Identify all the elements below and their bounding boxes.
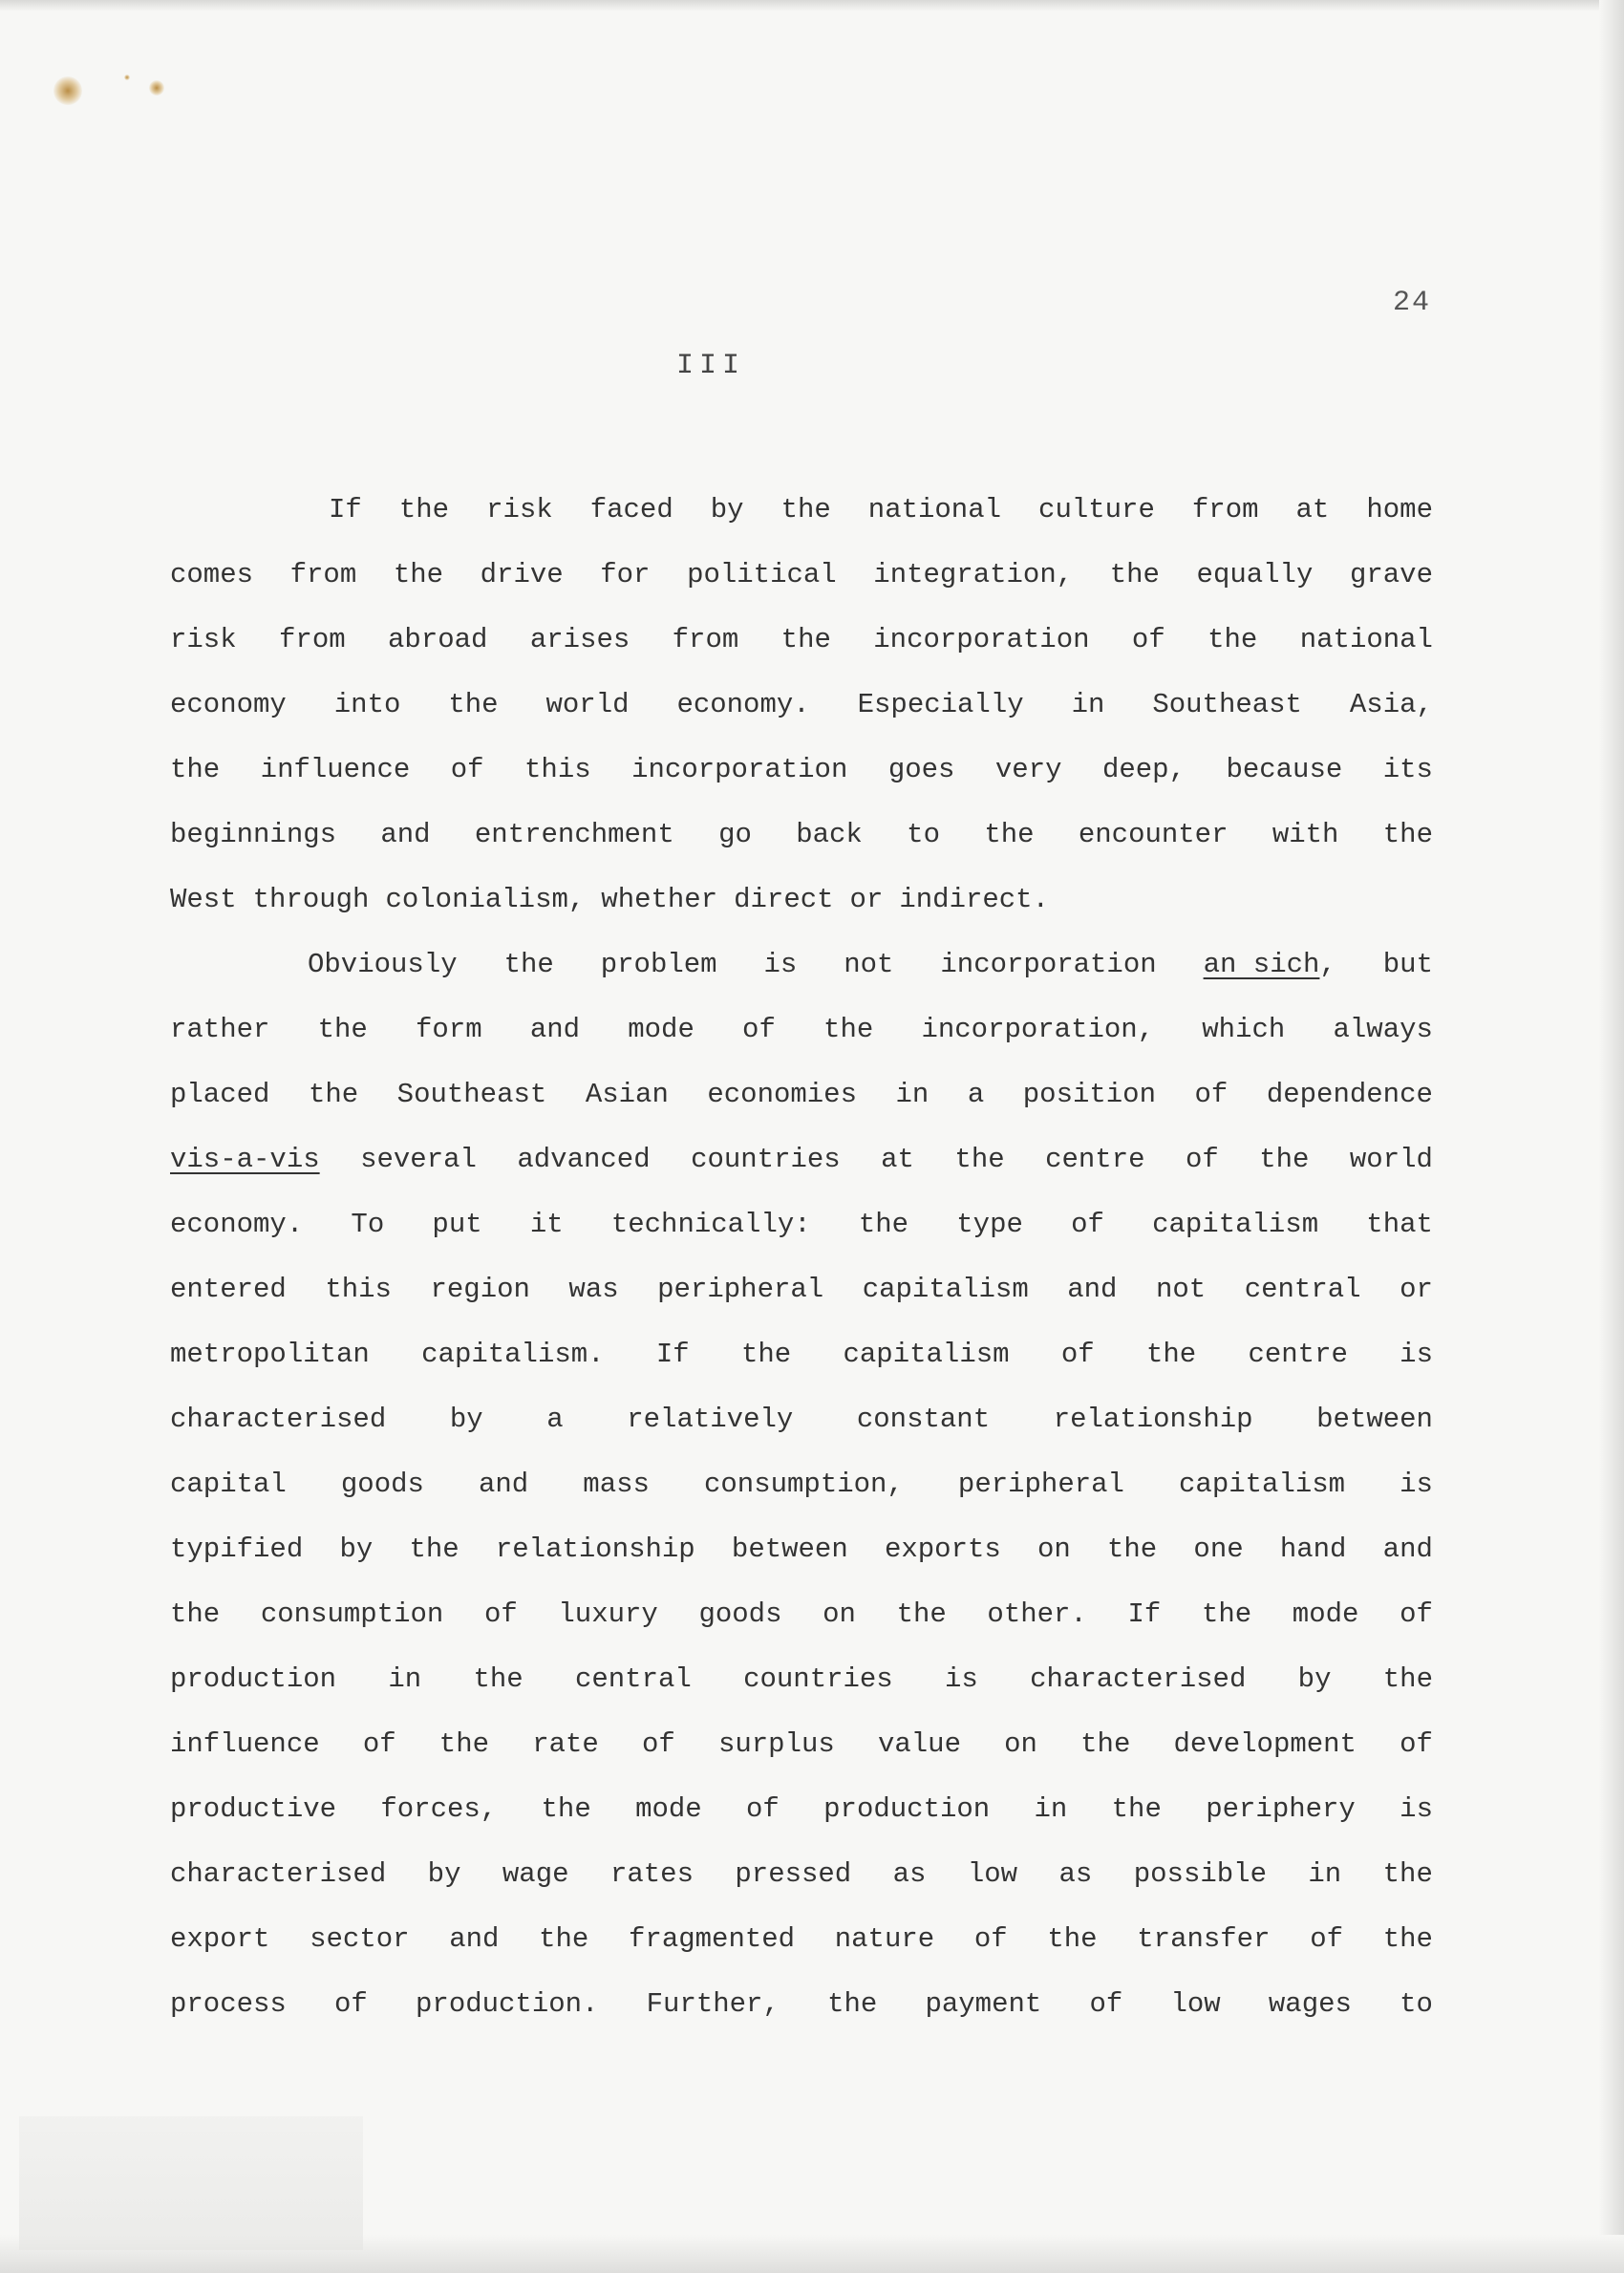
word: is (1400, 1339, 1433, 1370)
word: constant (856, 1404, 991, 1435)
word: mode (628, 1014, 694, 1045)
word: is (1400, 1469, 1433, 1500)
word: centre (1248, 1339, 1348, 1370)
word: forces, (380, 1793, 498, 1825)
text-line (170, 478, 1433, 543)
word: as (1058, 1858, 1093, 1890)
word: payment (925, 1988, 1042, 2020)
word: and (449, 1923, 500, 1955)
word: into (333, 689, 401, 720)
word: the (1107, 1533, 1158, 1565)
word: capitalism. (421, 1339, 605, 1370)
text-line (170, 868, 1433, 933)
text-line (170, 1842, 1433, 1907)
word: economy (170, 689, 287, 720)
text-line (170, 1712, 1433, 1777)
word: the (780, 494, 831, 525)
word: indirect. (899, 884, 1049, 915)
word: nature (834, 1923, 935, 1955)
word: in (1071, 689, 1105, 720)
word: relationship (1053, 1404, 1253, 1435)
word: of (1185, 1144, 1219, 1175)
word: the (1382, 1663, 1433, 1695)
foxing-stain (124, 75, 130, 80)
word: the (858, 1209, 909, 1240)
word: influence (260, 754, 411, 785)
word: the (1109, 559, 1160, 590)
word: incorporation, (921, 1014, 1155, 1045)
word: other. (987, 1598, 1087, 1630)
word: goods (698, 1598, 782, 1630)
word: process (170, 1988, 287, 2020)
word: countries (743, 1663, 893, 1695)
word: To (351, 1209, 385, 1240)
word: this (325, 1274, 392, 1305)
word: position (1022, 1079, 1156, 1110)
word: incorporation (631, 754, 848, 785)
word: by (710, 494, 744, 525)
word: between (731, 1533, 848, 1565)
page-top-edge (0, 0, 1624, 11)
word: the (1382, 1858, 1433, 1890)
word: the (393, 559, 444, 590)
word: Asian (585, 1079, 669, 1110)
word: beginnings (170, 819, 337, 850)
word: an sich, (1203, 949, 1336, 980)
word: dependence (1266, 1079, 1433, 1110)
word: through (252, 884, 370, 915)
word: of (746, 1793, 780, 1825)
text-line (170, 933, 1433, 997)
word: capitalism (862, 1274, 1029, 1305)
word: characterised (1030, 1663, 1247, 1695)
word: transfer (1137, 1923, 1271, 1955)
word: the (438, 1728, 490, 1760)
word: relationship (495, 1533, 695, 1565)
word: influence (170, 1728, 320, 1760)
word: entrenchment (474, 819, 674, 850)
word: the (954, 1144, 1005, 1175)
word: encounter (1078, 819, 1229, 850)
word: characterised (170, 1404, 387, 1435)
word: If (329, 494, 362, 525)
word: goods (340, 1469, 424, 1500)
word: always (1333, 1014, 1433, 1045)
word: consumption, (704, 1469, 904, 1500)
word: which (1202, 1014, 1286, 1045)
text-line (170, 1517, 1433, 1582)
word: one (1193, 1533, 1244, 1565)
word: colonialism, (385, 884, 586, 915)
word: world (545, 689, 630, 720)
word: national (867, 494, 1002, 525)
page-right-edge (1599, 0, 1624, 2273)
word: whether (601, 884, 718, 915)
word: in (1034, 1793, 1068, 1825)
word: pressed (735, 1858, 852, 1890)
word: the (1111, 1793, 1162, 1825)
word: world (1349, 1144, 1433, 1175)
word: by (449, 1404, 483, 1435)
word: of (1131, 624, 1165, 655)
word: the (827, 1988, 878, 2020)
word: a (967, 1079, 985, 1110)
word: at (881, 1144, 914, 1175)
word: of (1194, 1079, 1229, 1110)
section-heading: III (676, 350, 746, 382)
word (170, 1127, 320, 1192)
word: integration, (873, 559, 1074, 590)
word: value (877, 1728, 961, 1760)
word: wage (502, 1858, 569, 1890)
word: the (1145, 1339, 1197, 1370)
word: Asia, (1349, 689, 1433, 720)
text-line (170, 1257, 1433, 1322)
text-line (170, 1387, 1433, 1452)
word: entered (170, 1274, 287, 1305)
word: production. (416, 1988, 599, 2020)
text-line (170, 1647, 1433, 1712)
word: on (1036, 1533, 1071, 1565)
text-line (170, 738, 1433, 803)
word: risk (486, 494, 553, 525)
word: its (1382, 754, 1433, 785)
word: Further, (646, 1988, 780, 2020)
word: the (1382, 1923, 1433, 1955)
word: and (1382, 1533, 1433, 1565)
word: drive (480, 559, 564, 590)
text-line (170, 1127, 1433, 1192)
word: the (398, 494, 450, 525)
word: of (1310, 1923, 1343, 1955)
word: of (742, 1014, 776, 1045)
word: goes (887, 754, 955, 785)
word: of (1071, 1209, 1104, 1240)
word: the (1382, 819, 1433, 850)
foxing-stain (53, 76, 82, 105)
word: capitalism (1179, 1469, 1346, 1500)
word: direct (734, 884, 834, 915)
word: West (170, 884, 237, 915)
word: or (849, 884, 884, 915)
word: the (448, 689, 499, 720)
word: the (823, 1014, 874, 1045)
text-line (170, 1972, 1433, 2037)
word: region (430, 1274, 530, 1305)
underlined-phrase: an sich (1203, 949, 1320, 980)
word: low (1170, 1988, 1221, 2020)
word: rate (532, 1728, 599, 1760)
word: Southeast (396, 1079, 547, 1110)
text-line (170, 1322, 1433, 1387)
word: in (1308, 1858, 1342, 1890)
word: was (568, 1274, 619, 1305)
word: technically: (610, 1209, 811, 1240)
word: typified (170, 1533, 304, 1565)
word: the (1259, 1144, 1310, 1175)
word: and (529, 1014, 581, 1045)
word: Especially (857, 689, 1024, 720)
word: in (895, 1079, 930, 1110)
word: of (641, 1728, 675, 1760)
word: from (289, 559, 357, 590)
word: incorporation (940, 949, 1157, 980)
word: faced (589, 494, 673, 525)
word: Southeast (1152, 689, 1302, 720)
word: of (973, 1923, 1008, 1955)
word: the (541, 1793, 591, 1825)
word: central (574, 1663, 692, 1695)
word: the (317, 1014, 368, 1045)
word: rates (609, 1858, 694, 1890)
word: arises (529, 624, 630, 655)
text-line (170, 1452, 1433, 1517)
word: peripheral (957, 1469, 1124, 1500)
word: and (479, 1469, 529, 1500)
word: mass (583, 1469, 650, 1500)
text-line (170, 1582, 1433, 1647)
word: is (945, 1663, 978, 1695)
word: relatively (627, 1404, 794, 1435)
word: of (334, 1988, 368, 2020)
word: to (1400, 1988, 1433, 2020)
text-line (170, 1192, 1433, 1257)
word: of (362, 1728, 396, 1760)
word: with (1271, 819, 1339, 850)
word: from (279, 624, 346, 655)
word: placed (170, 1079, 270, 1110)
text-line (170, 673, 1433, 738)
body-text (170, 478, 1433, 2037)
word: luxury (558, 1598, 658, 1630)
word: the (409, 1533, 459, 1565)
paragraphs-container (170, 478, 1433, 2037)
word: of (450, 754, 484, 785)
word: comes (170, 559, 254, 590)
text-line (170, 997, 1433, 1062)
word: put (432, 1209, 482, 1240)
word: between (1316, 1404, 1433, 1435)
word: low (967, 1858, 1018, 1890)
word: countries (691, 1144, 841, 1175)
word: on (1004, 1728, 1037, 1760)
word: it (529, 1209, 564, 1240)
word: the (1207, 624, 1258, 655)
word: the (170, 754, 221, 785)
word: advanced (517, 1144, 651, 1175)
word: national (1299, 624, 1433, 655)
page-number: 24 (1393, 287, 1432, 319)
word: type (956, 1209, 1023, 1240)
word: from (672, 624, 739, 655)
word: is (763, 949, 798, 980)
word: very (994, 754, 1062, 785)
word: the (1201, 1598, 1252, 1630)
word: possible (1133, 1858, 1267, 1890)
word: from (1191, 494, 1259, 525)
word: but (1382, 949, 1433, 980)
word: this (524, 754, 591, 785)
word: the (984, 819, 1035, 850)
word: capital (170, 1469, 287, 1500)
word: of (1060, 1339, 1095, 1370)
word: because (1226, 754, 1343, 785)
text-line (170, 1062, 1433, 1127)
word: economies (707, 1079, 857, 1110)
word: go (718, 819, 752, 850)
word: grave (1349, 559, 1433, 590)
foxing-stain (149, 80, 164, 96)
word: deep, (1101, 754, 1186, 785)
word: wages (1268, 1988, 1352, 2020)
word: the (539, 1923, 589, 1955)
word: a (546, 1404, 564, 1435)
word: If (1127, 1598, 1162, 1630)
word: the (740, 1339, 792, 1370)
word: export (170, 1923, 270, 1955)
word: exports (884, 1533, 1001, 1565)
word: abroad (388, 624, 488, 655)
word: If (655, 1339, 690, 1370)
word: production (823, 1793, 991, 1825)
word: rather (170, 1014, 270, 1045)
word: the (1047, 1923, 1098, 1955)
word: in (388, 1663, 422, 1695)
word: metropolitan (170, 1339, 370, 1370)
word: not (844, 949, 894, 980)
word: political (687, 559, 837, 590)
word: production (170, 1663, 337, 1695)
word: characterised (170, 1858, 387, 1890)
text-line (170, 608, 1433, 673)
word: incorporation (873, 624, 1090, 655)
word: centre (1045, 1144, 1145, 1175)
word: development (1173, 1728, 1357, 1760)
scan-smudge (19, 2116, 363, 2250)
word: and (1067, 1274, 1118, 1305)
word: that (1366, 1209, 1433, 1240)
word: the (896, 1598, 947, 1630)
word: at (1295, 494, 1330, 525)
word: mode (1292, 1598, 1359, 1630)
word: productive (170, 1793, 337, 1825)
word: economy. (170, 1209, 304, 1240)
word: to (907, 819, 940, 850)
word: not (1155, 1274, 1207, 1305)
underlined-phrase: vis-a-vis (170, 1144, 320, 1175)
word: the (780, 624, 831, 655)
word: periphery (1206, 1793, 1356, 1825)
word: surplus (717, 1728, 835, 1760)
word: for (600, 559, 651, 590)
word: several (360, 1144, 477, 1175)
word: economy. (676, 689, 810, 720)
word: risk (170, 624, 237, 655)
word: culture (1038, 494, 1155, 525)
word: home (1366, 494, 1433, 525)
word: hand (1279, 1533, 1347, 1565)
word: problem (600, 949, 717, 980)
word: capitalism (843, 1339, 1010, 1370)
word: the (170, 1598, 221, 1630)
word: by (427, 1858, 461, 1890)
word: consumption (260, 1598, 444, 1630)
word: peripheral (657, 1274, 824, 1305)
word: sector (310, 1923, 410, 1955)
word: equally (1196, 559, 1314, 590)
word: of (483, 1598, 518, 1630)
word: the (503, 949, 554, 980)
word: the (1080, 1728, 1131, 1760)
word: of (1400, 1728, 1433, 1760)
word: of (1400, 1598, 1433, 1630)
word: the (308, 1079, 359, 1110)
text-line (170, 1777, 1433, 1842)
word: by (1297, 1663, 1332, 1695)
word: form (416, 1014, 482, 1045)
word: Obviously (308, 949, 458, 980)
word: or (1400, 1274, 1433, 1305)
word: capitalism (1152, 1209, 1319, 1240)
word: as (892, 1858, 927, 1890)
word: of (1089, 1988, 1123, 2020)
word: on (823, 1598, 856, 1630)
word: and (380, 819, 431, 850)
word: is (1400, 1793, 1433, 1825)
word: central (1244, 1274, 1361, 1305)
word: mode (635, 1793, 702, 1825)
word: back (796, 819, 863, 850)
text-line (170, 1907, 1433, 1972)
word: the (473, 1663, 524, 1695)
text-line (170, 543, 1433, 608)
word: fragmented (629, 1923, 796, 1955)
word: by (339, 1533, 374, 1565)
text-line (170, 803, 1433, 868)
